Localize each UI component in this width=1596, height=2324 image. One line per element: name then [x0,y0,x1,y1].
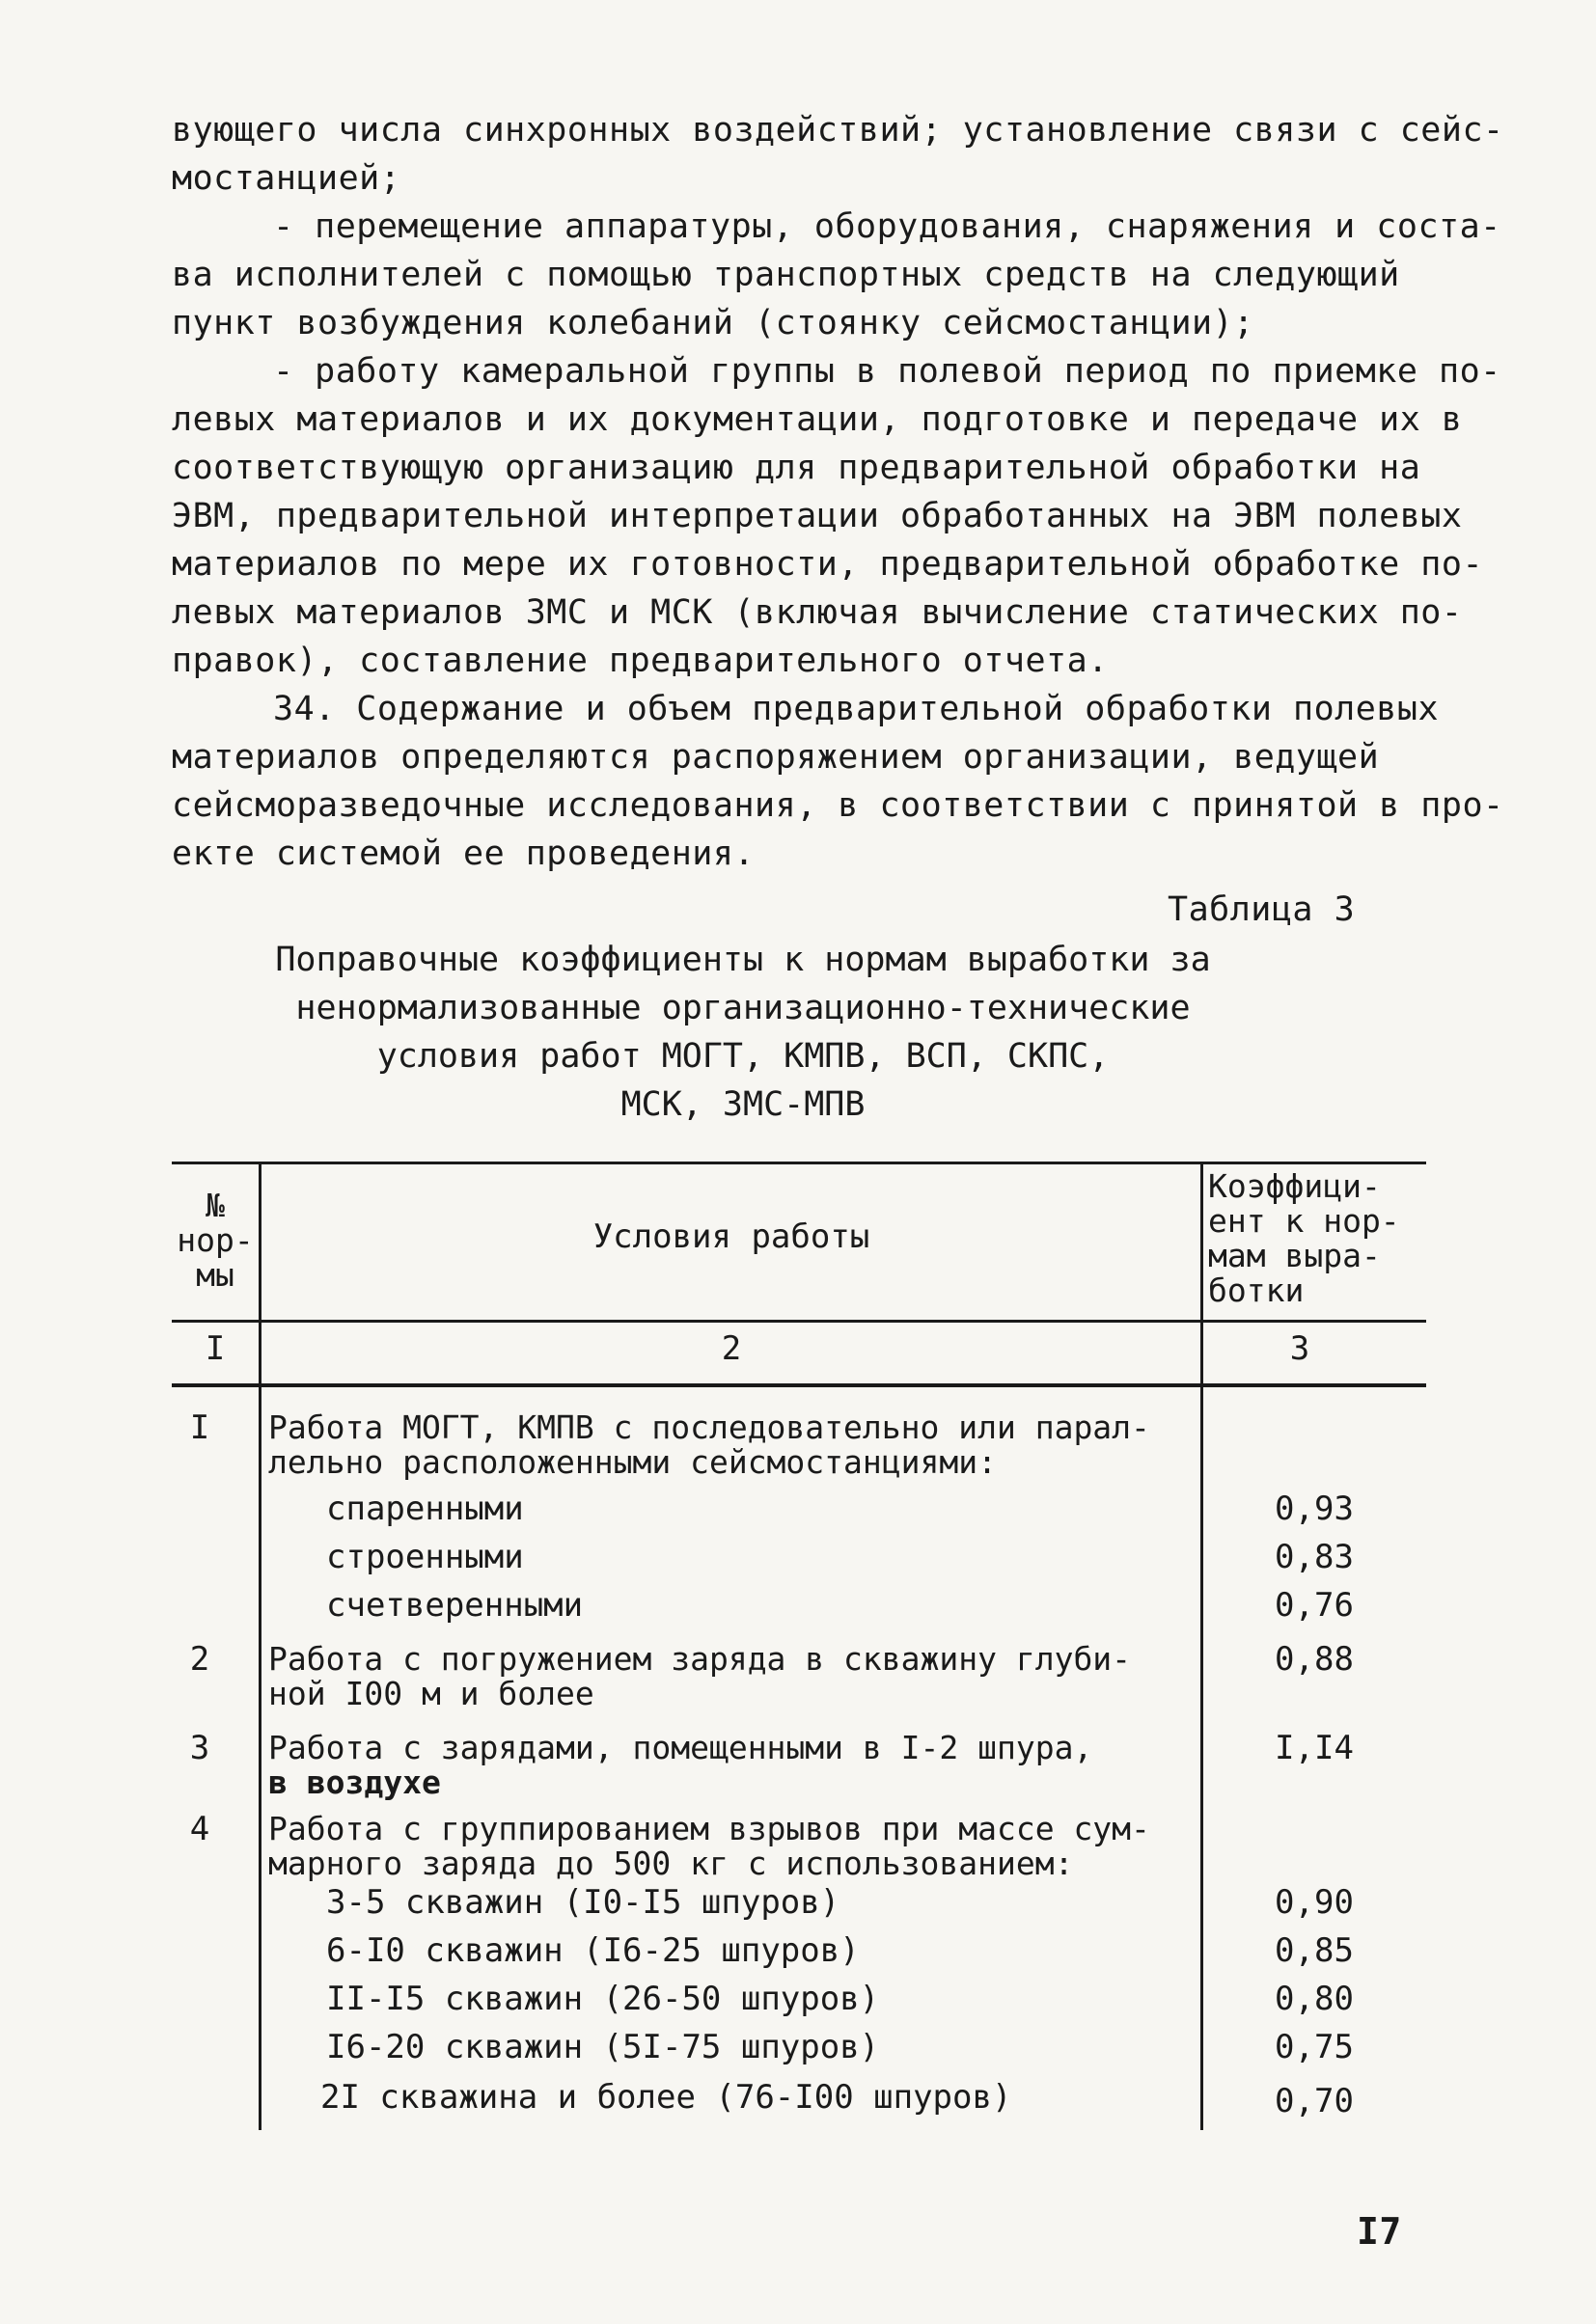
row-text-line: Работа с группированием взрывов при массе сум- [268,1810,1150,1847]
table-title-line: Поправочные коэффициенты к нормам выработки за [275,941,1211,979]
row-coef: 0,75 [1275,2028,1354,2066]
colnum-3: 3 [1289,1329,1310,1368]
row-text [268,1410,1150,1480]
row-coef: 0,76 [1275,1586,1354,1625]
row-num: 2 [189,1640,210,1679]
header-col1-line: мы [196,1256,234,1294]
header-col3-line: мам выра- [1208,1237,1381,1274]
table-title-line: ненормализованные организационно-технические [295,989,1191,1027]
row-text-line: ной I00 м и более [268,1675,594,1712]
body-line: мостанцией; [172,159,401,198]
body-line: пункт возбуждения колебаний (стоянку сейсмостанции); [172,304,1254,342]
body-line: - работу камеральной группы в полевой период по приемке по- [273,352,1501,391]
colnum-1: I [205,1329,226,1368]
row-text: спаренными [326,1490,524,1528]
header-col1-line: нор- [177,1221,254,1259]
row-text-line: лельно расположенными сейсмостанциями: [268,1443,997,1481]
row-text: строенными [326,1538,524,1576]
table-title-line: условия работ МОГТ, КМПВ, ВСП, СКПС, [376,1037,1110,1076]
table-title-line: МСК, ЗМС-МПВ [620,1085,866,1124]
row-text-line: Работа МОГТ, КМПВ с последовательно или парал- [268,1408,1150,1446]
row-num: 4 [189,1810,210,1848]
header-col3-line: ботки [1208,1271,1305,1309]
body-line: вующего числа синхронных воздействий; установление связи с сейс- [172,111,1504,150]
table-col-divider-1 [259,1162,261,2130]
row-coef: 0,85 [1275,1931,1354,1970]
row-text: 2I скважина и более (76-I00 шпуров) [320,2078,1012,2117]
row-text: I6-20 скважин (5I-75 шпуров) [326,2028,880,2066]
header-col3-line: ент к нор- [1208,1202,1400,1240]
row-text: 3-5 скважин (I0-I5 шпуров) [326,1883,840,1922]
row-text [268,1731,1092,1800]
body-line: ЭВМ, предварительной интерпретации обработанных на ЭВМ полевых [172,497,1463,535]
row-text-line: в воздухе [268,1764,441,1801]
row-coef: 0,80 [1275,1980,1354,2018]
row-text-line: Работа с погружением заряда в скважину глуби- [268,1640,1132,1678]
table-top-rule [172,1162,1426,1164]
row-text: 6-I0 скважин (I6-25 шпуров) [326,1931,860,1970]
table-label: Таблица 3 [1168,890,1356,929]
colnum-2: 2 [721,1329,742,1368]
row-text: счетверенными [326,1586,584,1625]
body-line: материалов по мере их готовности, предварительной обработке по- [172,545,1484,584]
body-line: левых материалов и их документации, подготовке и передаче их в [172,400,1463,439]
header-col2: Условия работы [592,1217,870,1256]
row-text-line: Работа с зарядами, помещенными в I-2 шпура, [268,1729,1093,1766]
body-line: левых материалов ЗМС и МСК (включая вычисление статических по- [172,593,1463,632]
row-text-line: марного заряда до 500 кг с использованием: [268,1845,1074,1882]
header-col1 [174,1189,257,1293]
table-col-divider-2 [1200,1162,1203,2130]
row-text [268,1812,1150,1881]
row-text: II-I5 скважин (26-50 шпуров) [326,1980,880,2018]
row-text [268,1642,1131,1711]
body-line: 34. Содержание и объем предварительной обработки полевых [273,690,1440,728]
body-line: материалов определяются распоряжением организации, ведущей [172,738,1380,777]
body-line: соответствующую организацию для предварительной обработки на [172,449,1421,487]
row-coef: 0,93 [1275,1490,1354,1528]
table-colnum-rule [172,1383,1426,1387]
body-line: сейсморазведочные исследования, в соответствии с принятой в про- [172,786,1504,825]
row-coef: 0,83 [1275,1538,1354,1576]
body-line: - перемещение аппаратуры, оборудования, снаряжения и соста- [273,207,1501,246]
row-coef: 0,88 [1275,1640,1354,1679]
row-coef: 0,70 [1275,2082,1354,2120]
table-header-rule [172,1320,1426,1323]
row-num: 3 [189,1729,210,1767]
row-coef: I,I4 [1275,1729,1354,1767]
body-line: екте системой ее проведения. [172,834,756,873]
header-col3 [1208,1169,1422,1308]
row-coef: 0,90 [1275,1883,1354,1922]
body-line: ва исполнителей с помощью транспортных средств на следующий [172,256,1400,294]
body-line: правок), составление предварительного отчета. [172,642,1109,680]
page-number: I7 [1357,2210,1402,2253]
header-col3-line: Коэффици- [1208,1167,1381,1205]
row-num: I [189,1408,210,1447]
header-col1-line: № [206,1187,225,1224]
